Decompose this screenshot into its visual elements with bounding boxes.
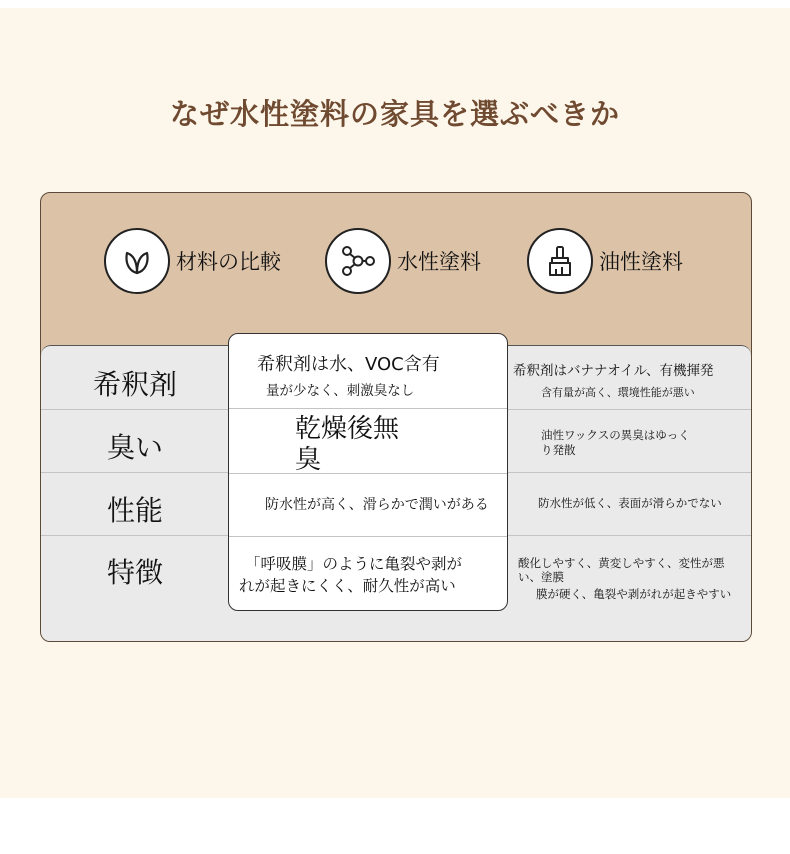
header-label-water-based: 水性塗料: [397, 250, 481, 274]
header-water-based: [325, 228, 481, 294]
water-based-column: [228, 333, 508, 611]
header-oil-based: [527, 228, 683, 294]
page-title: なぜ水性塗料の家具を選ぶべきか: [169, 97, 620, 131]
header-materials: [104, 228, 281, 294]
water-performance-line1: 防水性が高く、滑らかで潤いがある: [265, 497, 489, 513]
oil-odor-line2: り発散: [541, 443, 576, 457]
water-odor-line1: 乾燥後無: [295, 414, 400, 444]
molecule-icon: [325, 228, 391, 294]
oil-features-line2: い、塗膜: [518, 570, 564, 584]
oil-diluent-line2: 含有量が高く、環境性能が悪い: [541, 386, 695, 399]
oil-diluent-line1: 希釈剤はバナナオイル、有機揮発: [513, 363, 714, 379]
row-label-performance: 性能: [106, 494, 163, 527]
oil-features-line3: 膜が硬く、亀裂や剥がれが起きやすい: [536, 587, 732, 601]
header-label-oil-based: 油性塗料: [599, 250, 683, 274]
row-label-diluent: 希釈剤: [92, 368, 177, 401]
row-divider: [229, 408, 507, 409]
row-label-odor: 臭い: [106, 431, 163, 464]
oil-performance-line1: 防水性が低く、表面が滑らかでない: [538, 496, 722, 510]
water-diluent-line1: 希釈剤は水、VOC含有: [257, 354, 440, 375]
row-label-features: 特徴: [106, 556, 163, 589]
oil-odor-line1: 油性ワックスの異臭はゆっく: [541, 428, 690, 442]
oil-features-line1: 酸化しやすく、黄変しやすく、変性が悪: [518, 556, 725, 570]
row-divider: [229, 473, 507, 474]
row-divider: [229, 536, 507, 537]
water-odor-line2: 臭: [295, 445, 322, 475]
water-diluent-line2: 量が少なく、刺激臭なし: [266, 383, 415, 399]
leaf-icon: [104, 228, 170, 294]
infographic: [0, 8, 790, 798]
comparison-card: [40, 192, 752, 642]
water-features-line1: 「呼吸膜」のように亀裂や剥が: [245, 555, 463, 573]
header-label-materials: 材料の比較: [176, 250, 281, 274]
water-features-line2: れが起きにくく、耐久性が高い: [239, 577, 456, 595]
paint-brush-icon: [527, 228, 593, 294]
